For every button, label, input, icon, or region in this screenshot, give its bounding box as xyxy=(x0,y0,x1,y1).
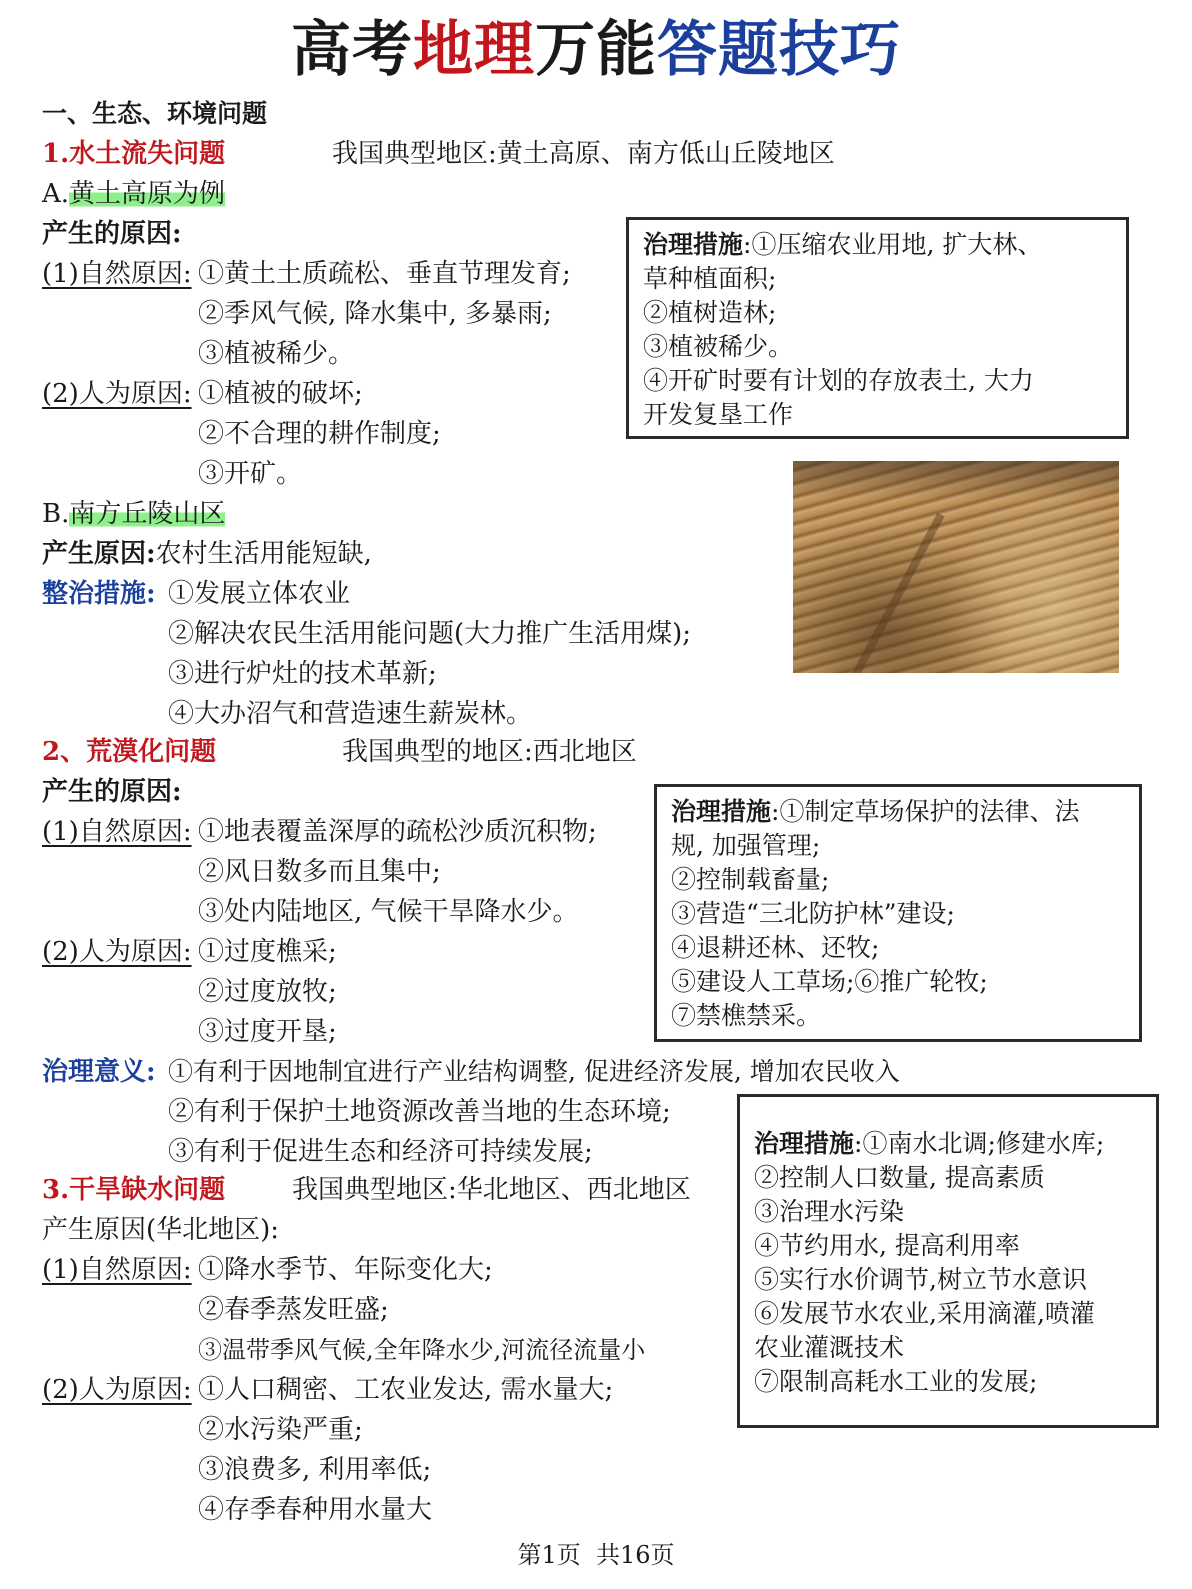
s1-human-3: ③开矿。 xyxy=(198,459,303,489)
s1-title: 1.水土流失问题 xyxy=(42,139,226,169)
s2-human-1: ①过度樵采; xyxy=(198,937,337,967)
s1-b-prefix: B. xyxy=(42,499,70,529)
s3-box-label: 治理措施 xyxy=(754,1129,855,1158)
s3-measures-box: 治理措施:①南水北调;修建水库; ②控制人口数量, 提高素质 ③治理水污染 ④节约用水, 提高利用率 ⑤实行水价调节,树立节水意识 ⑥发展节水农业,采用滴灌,喷灌 农业灌溉技术 ⑦限制高耗水工业的发展; xyxy=(737,1094,1159,1428)
loess-plateau-photo xyxy=(793,461,1119,673)
s3-box-line-7: 农业灌溉技术 xyxy=(754,1333,905,1362)
s1-human-1: ①植被的破坏; xyxy=(198,379,363,409)
s2-natural-1: ①地表覆盖深厚的疏松沙质沉积物; xyxy=(198,817,597,847)
s1-natural-3: ③植被稀少。 xyxy=(198,339,355,369)
title-part-1: 高考 xyxy=(291,15,413,85)
s3-human-3: ③浪费多, 利用率低; xyxy=(198,1455,432,1485)
s3-box-line-6: ⑥发展节水农业,采用滴灌,喷灌 xyxy=(754,1299,1095,1328)
s1-b-label: 南方丘陵山区 xyxy=(69,499,226,529)
s3-human-1: ①人口稠密、工农业发达, 需水量大; xyxy=(198,1375,614,1405)
title-part-4: 答题技巧 xyxy=(657,15,901,85)
s3-cause-heading: 产生原因(华北地区): xyxy=(42,1215,280,1245)
title-part-3: 万能 xyxy=(535,15,657,85)
s3-box-line-5: ⑤实行水价调节,树立节水意识 xyxy=(754,1265,1087,1294)
s3-natural-2: ②春季蒸发旺盛; xyxy=(198,1295,389,1325)
s1-b-measure-1: ①发展立体农业 xyxy=(168,579,351,609)
s1-b-heading xyxy=(42,496,225,532)
s2-natural-2: ②风日数多而且集中; xyxy=(198,857,441,887)
s2-significance-1: ①有利于因地制宜进行产业结构调整, 促进经济发展, 增加农民收入 xyxy=(168,1057,900,1086)
s1-box-line-5: ④开矿时要有计划的存放表土, 大力 xyxy=(643,366,1034,395)
s1-box-line-6: 开发复垦工作 xyxy=(643,400,794,429)
s1-box-line-1: ①压缩农业用地, 扩大林、 xyxy=(751,230,1043,259)
s2-human-label: (2)人为原因: xyxy=(42,937,192,967)
s1-b-measure-4: ④大办沼气和营造速生薪炭林。 xyxy=(168,699,533,729)
s3-natural-label: (1)自然原因: xyxy=(42,1255,192,1285)
s3-natural-1: ①降水季节、年际变化大; xyxy=(198,1255,493,1285)
s3-natural-3: ③温带季风气候,全年降水少,河流径流量小 xyxy=(198,1336,646,1364)
s2-title: 2、荒漠化问题 xyxy=(42,737,217,767)
s2-significance-2: ②有利于保护土地资源改善当地的生态环境; xyxy=(168,1097,671,1127)
s2-box-line-6: ⑤建设人工草场;⑥推广轮牧; xyxy=(671,967,988,996)
s2-measures-box: 治理措施:①制定草场保护的法律、法 规, 加强管理; ②控制载畜量; ③营造“三北防护林”建设; ④退耕还林、还牧; ⑤建设人工草场;⑥推广轮牧; ⑦禁樵禁采。 xyxy=(654,784,1142,1042)
s3-human-4: ④存季春种用水量大 xyxy=(198,1495,433,1525)
footer-total: 共16页 xyxy=(596,1541,675,1569)
s2-significance-label: 治理意义: xyxy=(42,1057,156,1087)
s2-significance-3: ③有利于促进生态和经济可持续发展; xyxy=(168,1137,593,1167)
page-footer xyxy=(0,1538,1192,1572)
s1-box-label: 治理措施 xyxy=(643,230,744,259)
s2-natural-3: ③处内陆地区, 气候干旱降水少。 xyxy=(198,897,579,927)
s3-box-line-4: ④节约用水, 提高利用率 xyxy=(754,1231,1020,1260)
s2-region: 我国典型的地区:西北地区 xyxy=(342,737,637,767)
s3-box-line-2: ②控制人口数量, 提高素质 xyxy=(754,1163,1045,1192)
s3-title: 3.干旱缺水问题 xyxy=(42,1175,226,1205)
footer-page: 第1页 xyxy=(517,1541,581,1569)
s2-box-line-2: 规, 加强管理; xyxy=(671,831,821,860)
s2-cause-heading: 产生的原因: xyxy=(42,777,182,807)
s3-box-line-3: ③治理水污染 xyxy=(754,1197,905,1226)
page-title xyxy=(0,12,1192,88)
s1-b-measure-label: 整治措施: xyxy=(42,579,156,609)
s1-b-cause-label: 产生原因: xyxy=(42,539,156,569)
title-part-2: 地理 xyxy=(413,15,535,85)
s1-box-line-3: ②植树造林; xyxy=(643,298,777,327)
s1-cause-heading: 产生的原因: xyxy=(42,219,182,249)
section-heading: 一、生态、环境问题 xyxy=(42,99,268,128)
s1-b-cause-text: 农村生活用能短缺, xyxy=(155,539,372,569)
s1-human-2: ②不合理的耕作制度; xyxy=(198,419,441,449)
s1-box-line-2: 草种植面积; xyxy=(643,264,777,293)
s2-box-line-7: ⑦禁樵禁采。 xyxy=(671,1001,822,1030)
s1-measures-box: 治理措施:①压缩农业用地, 扩大林、 草种植面积; ②植树造林; ③植被稀少。 ④开矿时要有计划的存放表土, 大力 开发复垦工作 xyxy=(626,217,1129,439)
s3-box-line-8: ⑦限制高耗水工业的发展; xyxy=(754,1367,1038,1396)
s2-human-3: ③过度开垦; xyxy=(198,1017,337,1047)
s1-human-label: (2)人为原因: xyxy=(42,379,192,409)
s3-human-2: ②水污染严重; xyxy=(198,1415,363,1445)
s2-box-line-1: ①制定草场保护的法律、法 xyxy=(779,797,1080,826)
s1-a-heading xyxy=(42,176,225,212)
s1-region: 我国典型地区:黄土高原、南方低山丘陵地区 xyxy=(332,139,835,169)
s1-a-label: 黄土高原为例 xyxy=(69,179,226,209)
s2-box-label: 治理措施 xyxy=(671,797,772,826)
s1-b-measure-2: ②解决农民生活用能问题(大力推广生活用煤); xyxy=(168,619,692,649)
s1-natural-1: ①黄土土质疏松、垂直节理发育; xyxy=(198,259,571,289)
s3-box-line-1: ①南水北调;修建水库; xyxy=(862,1129,1105,1158)
s3-human-label: (2)人为原因: xyxy=(42,1375,192,1405)
s2-natural-label: (1)自然原因: xyxy=(42,817,192,847)
s2-box-line-3: ②控制载畜量; xyxy=(671,865,830,894)
s2-box-line-5: ④退耕还林、还牧; xyxy=(671,933,880,962)
s1-a-prefix: A. xyxy=(42,179,70,209)
s1-b-cause xyxy=(42,536,372,572)
s2-human-2: ②过度放牧; xyxy=(198,977,337,1007)
s1-natural-2: ②季风气候, 降水集中, 多暴雨; xyxy=(198,299,552,329)
s1-natural-label: (1)自然原因: xyxy=(42,259,192,289)
s3-region: 我国典型地区:华北地区、西北地区 xyxy=(292,1175,691,1205)
s2-box-line-4: ③营造“三北防护林”建设; xyxy=(671,899,955,928)
s1-box-line-4: ③植被稀少。 xyxy=(643,332,794,361)
s1-b-measure-3: ③进行炉灶的技术革新; xyxy=(168,659,437,689)
